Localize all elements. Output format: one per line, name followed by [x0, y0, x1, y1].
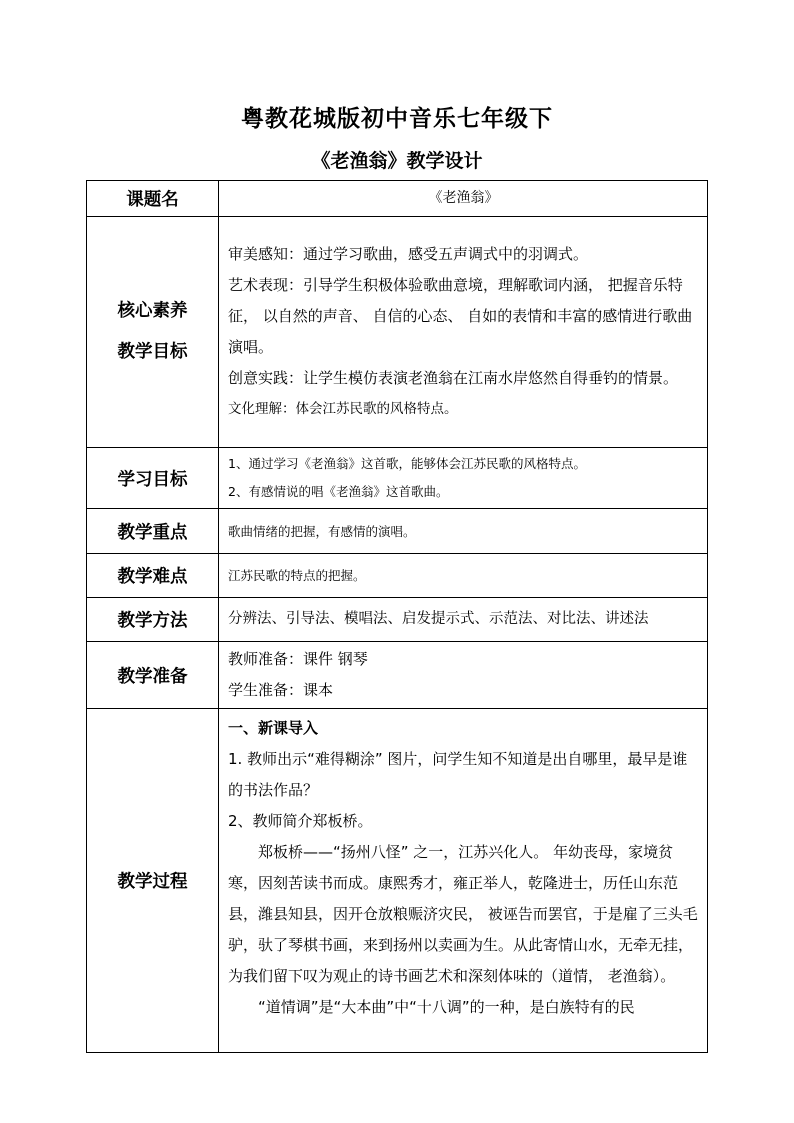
- key-points-label: 教学重点: [87, 509, 219, 554]
- methods-value: 分辨法、引导法、模唱法、启发提示式、示范法、对比法、讲述法: [219, 598, 708, 642]
- core-goal-aesthetic: 审美感知：通过学习歌曲，感受五声调式中的羽调式。: [228, 245, 589, 263]
- core-goal-creative: 创意实践：让学生模仿表演老渔翁在江南水岸悠然自得垂钓的情景。: [228, 369, 679, 387]
- table-row-difficulty: [87, 554, 708, 598]
- learning-goals-label: 学习目标: [87, 448, 219, 509]
- core-goals-content: [219, 217, 708, 448]
- table-row-process: [87, 709, 708, 1053]
- document-title: 粤教花城版初中音乐七年级下: [241, 105, 553, 132]
- process-label: 教学过程: [87, 709, 219, 1053]
- core-goals-label-line1: 核心素养: [117, 301, 188, 321]
- table-row-learning-goals: [87, 448, 708, 509]
- learning-goal-2: 2、有感情说的唱《老渔翁》这首歌曲。: [228, 484, 449, 499]
- process-paragraph-2: 2、教师简介郑板桥。: [228, 812, 373, 830]
- lesson-plan-table: [86, 180, 708, 1053]
- process-paragraph-3: 郑板桥——“扬州八怪” 之一，江苏兴化人。 年幼丧母，家境贫寒，因刻苦读书而成。康熙秀才，雍正举人，乾隆进士，历任山东范县，潍县知县，因开仓放粮赈济灾民， 被诬告而罢官，于是雇了三头毛驴，驮了琴棋书画，来到扬州以卖画为生。从此寄情山水，无牵无挂， 为我们留下叹为观止的诗书画艺术和深刻体味的（道情， 老渔翁）。: [228, 843, 698, 985]
- teacher-preparation: 教师准备：课件 钢琴: [228, 650, 368, 668]
- topic-value: 《老渔翁》: [219, 181, 708, 217]
- table-row-methods: [87, 598, 708, 642]
- difficulty-value: 江苏民歌的特点的把握。: [219, 554, 708, 598]
- preparation-label: 教学准备: [87, 642, 219, 709]
- key-points-value: 歌曲情绪的把握，有感情的演唱。: [219, 509, 708, 554]
- table-row-preparation: [87, 642, 708, 709]
- table-row-key-points: [87, 509, 708, 554]
- process-paragraph-4: “道情调”是“大本曲”中“十八调”的一种，是白族特有的民: [258, 998, 635, 1016]
- document-subtitle: 《老渔翁》教学设计: [311, 150, 483, 172]
- core-goal-culture: 文化理解：体会江苏民歌的风格特点。: [228, 401, 458, 417]
- core-goals-label: [87, 217, 219, 448]
- preparation-content: [219, 642, 708, 709]
- methods-label: 教学方法: [87, 598, 219, 642]
- difficulty-label: 教学难点: [87, 554, 219, 598]
- learning-goals-content: [219, 448, 708, 509]
- topic-label: 课题名: [87, 181, 219, 217]
- process-paragraph-1: 1. 教师出示“难得糊涂” 图片，问学生知不知道是出自哪里，最早是谁的书法作品？: [228, 750, 688, 799]
- process-heading: 一、新课导入: [228, 719, 319, 737]
- core-goals-label-line2: 教学目标: [117, 342, 188, 362]
- table-row-core-goals: [87, 217, 708, 448]
- table-row-topic: [87, 181, 708, 217]
- core-goal-expression: 艺术表现：引导学生积极体验歌曲意境，理解歌词内涵， 把握音乐特征， 以自然的声音、 自信的心态、 自如的表情和丰富的感情进行歌曲演唱。: [228, 276, 693, 356]
- student-preparation: 学生准备：课本: [228, 681, 334, 699]
- process-content: [219, 709, 708, 1053]
- learning-goal-1: 1、通过学习《老渔翁》这首歌，能够体会江苏民歌的风格特点。: [228, 456, 586, 471]
